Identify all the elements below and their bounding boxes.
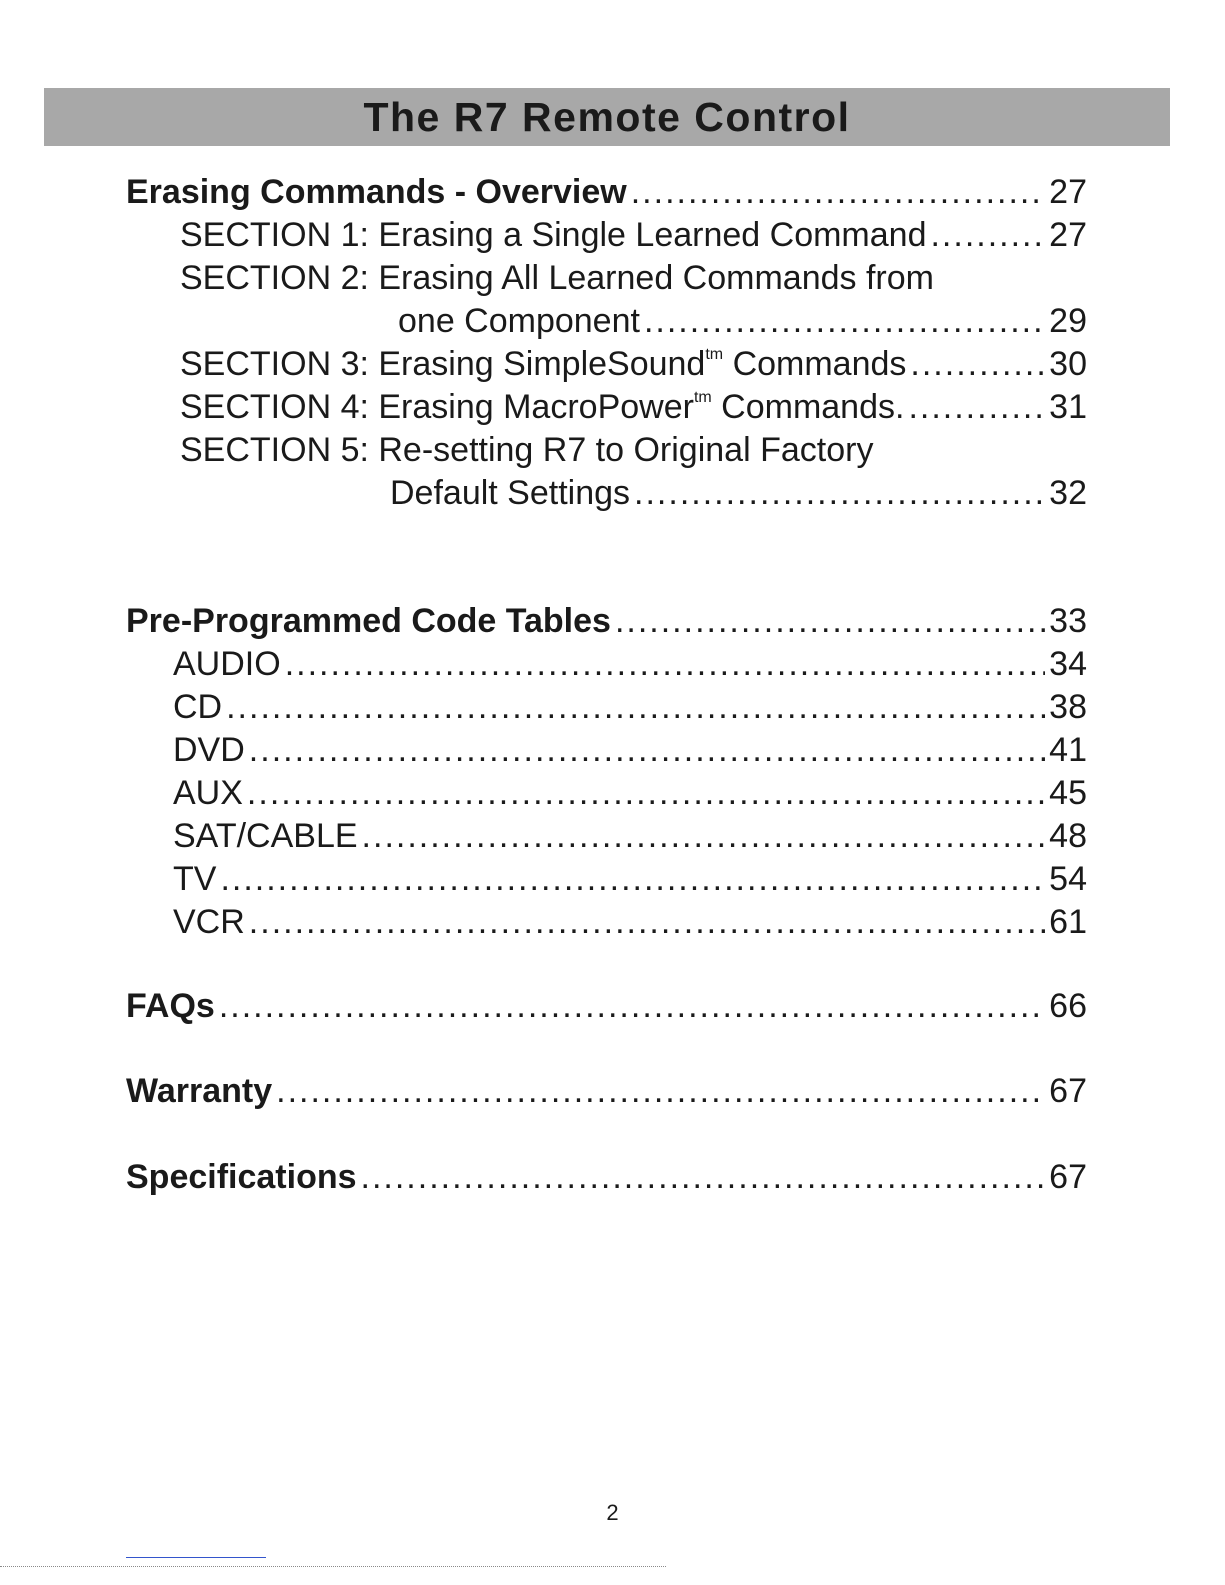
footer-divider (0, 1566, 666, 1567)
toc-page-number: 61 (1049, 903, 1087, 941)
trademark-mark: tm (705, 346, 724, 363)
toc-page-number: 48 (1049, 817, 1087, 855)
toc-entry-label-text: Commands (723, 345, 907, 383)
toc-page-number: 29 (1049, 302, 1087, 340)
toc-page-number: 32 (1049, 474, 1087, 512)
toc-entry-label: DVD (173, 731, 245, 769)
toc-page-number: 54 (1049, 860, 1087, 898)
toc-entry-section-1[interactable] (180, 213, 1087, 257)
toc-entry-tv[interactable] (173, 857, 1087, 901)
toc-page-number: 45 (1049, 774, 1087, 812)
leader-dots (634, 471, 1045, 515)
toc-entry-label: VCR (173, 903, 245, 941)
toc-heading-label: Pre-Programmed Code Tables (126, 602, 611, 640)
toc-entry-audio[interactable] (173, 642, 1087, 686)
toc-entry-aux[interactable] (173, 771, 1087, 815)
toc-entry-label: AUX (173, 774, 243, 812)
toc-page-number: 30 (1049, 345, 1087, 383)
toc-page-number: 66 (1049, 987, 1087, 1025)
toc-entry-label: SAT/CABLE (173, 817, 358, 855)
toc-page-number: 27 (1049, 173, 1087, 211)
toc-entry-code-tables[interactable] (126, 599, 1087, 643)
toc-entry-label: TV (173, 860, 217, 898)
leader-dots (285, 642, 1045, 686)
leader-dots (362, 814, 1046, 858)
toc-entry-section-3[interactable] (180, 342, 1087, 386)
toc-entry-vcr[interactable] (173, 900, 1087, 944)
toc-page-number: 67 (1049, 1158, 1087, 1196)
toc-heading-label: Warranty (126, 1072, 273, 1110)
leader-dots (361, 1155, 1046, 1199)
leader-dots (220, 857, 1045, 901)
leader-dots (644, 299, 1045, 343)
leader-dots (249, 728, 1045, 772)
page-title: The R7 Remote Control (363, 93, 851, 140)
header-bar (44, 88, 1170, 146)
toc-entry-faqs[interactable] (126, 984, 1087, 1028)
toc-page-number: 31 (1049, 388, 1087, 426)
toc-heading-label: FAQs (126, 987, 215, 1025)
toc-entry-section-2[interactable] (398, 299, 1087, 343)
leader-dots (247, 771, 1045, 815)
toc-page-number: 27 (1049, 216, 1087, 254)
toc-entry-label (180, 385, 904, 429)
toc-heading-label: Specifications (126, 1158, 357, 1196)
toc-page-number: 34 (1049, 645, 1087, 683)
toc-entry-label-text: Commands. (711, 388, 905, 426)
toc-entry-label: SECTION 1: Erasing a Single Learned Command (180, 216, 927, 254)
toc-entry-label: one Component (398, 302, 640, 340)
toc-entry-section-2-line1[interactable]: SECTION 2: Erasing All Learned Commands from (180, 259, 934, 297)
toc-entry-erasing-overview[interactable] (126, 170, 1087, 214)
trademark-mark: tm (693, 389, 712, 406)
toc-page-number: 38 (1049, 688, 1087, 726)
leader-dots (615, 599, 1045, 643)
footer-link-underline (126, 1557, 266, 1558)
leader-dots (930, 213, 1045, 257)
toc-entry-section-5[interactable] (390, 471, 1087, 515)
leader-dots (219, 984, 1045, 1028)
leader-dots (276, 1069, 1045, 1113)
toc-entry-label-text: SECTION 4: Erasing MacroPower (180, 388, 694, 426)
toc-entry-sat-cable[interactable] (173, 814, 1087, 858)
toc-entry-specifications[interactable] (126, 1155, 1087, 1199)
leader-dots (908, 385, 1045, 429)
toc-entry-section-4[interactable] (180, 385, 1087, 429)
toc-entry-label: Default Settings (390, 474, 631, 512)
toc-heading-label: Erasing Commands - Overview (126, 173, 627, 211)
toc-entry-label: CD (173, 688, 223, 726)
leader-dots (910, 342, 1045, 386)
toc-entry-dvd[interactable] (173, 728, 1087, 772)
leader-dots (249, 900, 1045, 944)
leader-dots (226, 685, 1045, 729)
toc-entry-warranty[interactable] (126, 1069, 1087, 1113)
toc-page-number: 33 (1049, 602, 1087, 640)
leader-dots (631, 170, 1045, 214)
toc-entry-label: AUDIO (173, 645, 281, 683)
toc-page-number: 67 (1049, 1072, 1087, 1110)
page-number: 2 (606, 1500, 619, 1525)
toc-entry-label-text: SECTION 3: Erasing SimpleSound (180, 345, 706, 383)
toc-entry-label (180, 342, 906, 386)
toc-page-number: 41 (1049, 731, 1087, 769)
toc-entry-section-5-line1[interactable]: SECTION 5: Re-setting R7 to Original Factory (180, 431, 874, 469)
toc-entry-cd[interactable] (173, 685, 1087, 729)
